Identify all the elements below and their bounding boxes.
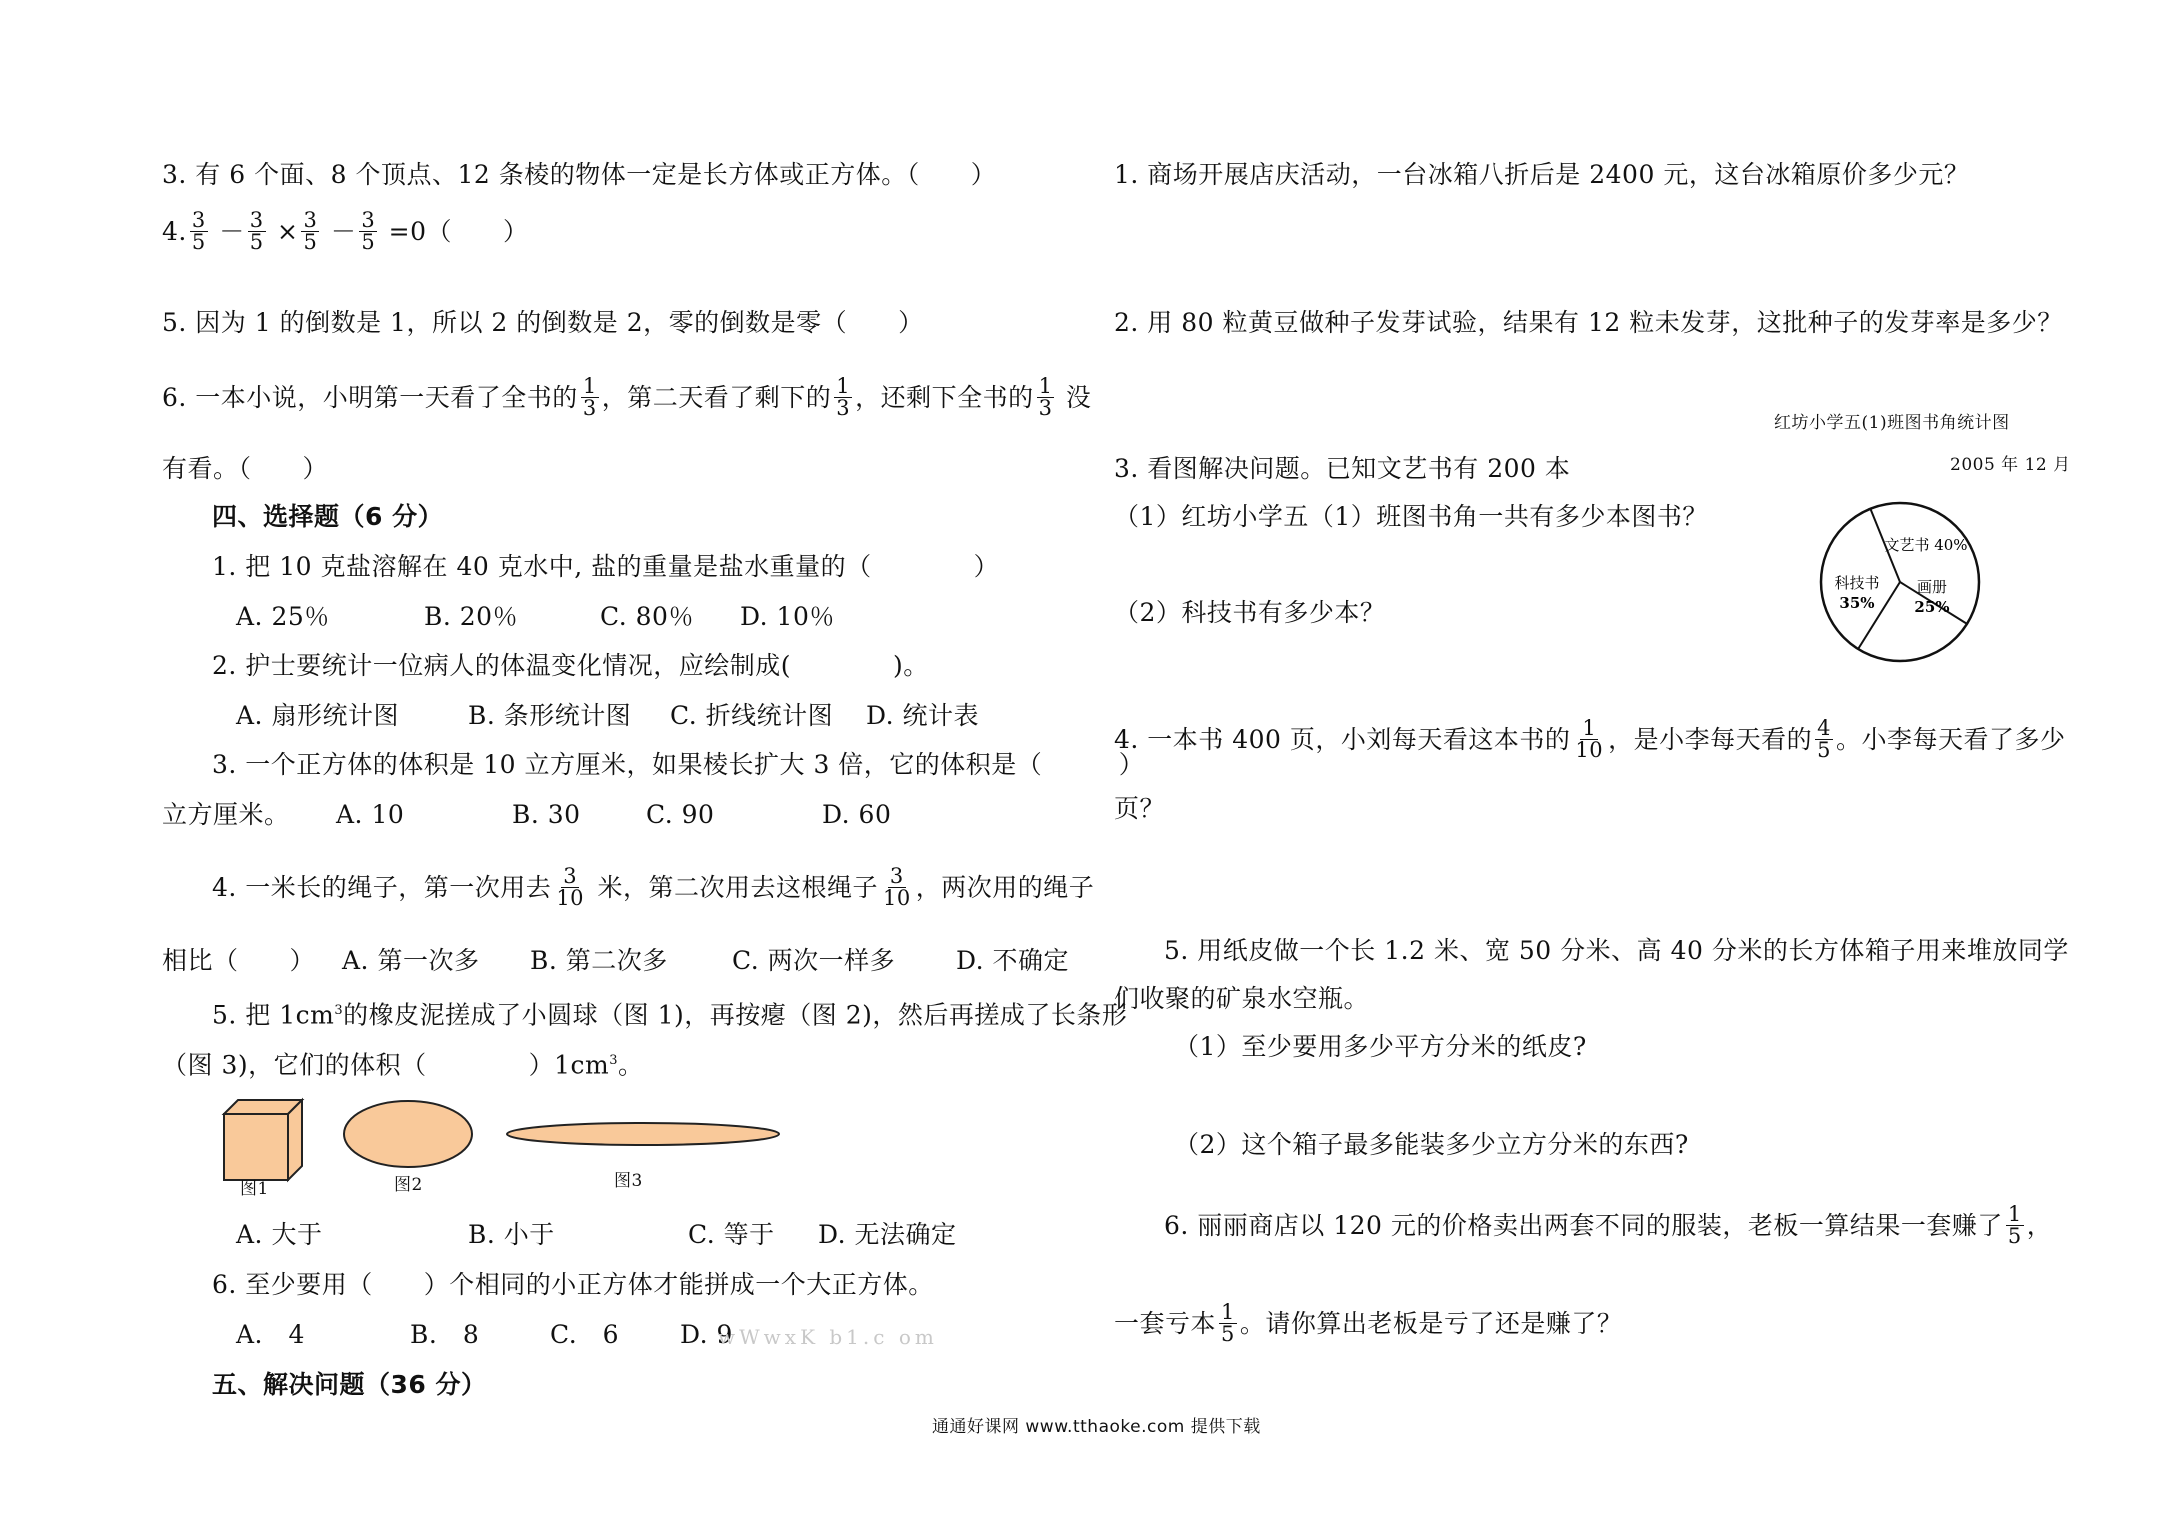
- judge-q4-suffix: =0（ ）: [388, 217, 529, 246]
- operator: －: [330, 217, 357, 246]
- judge-q4-prefix: 4.: [162, 217, 187, 246]
- solve-q6-line2: 一套亏本 $\frac{1}{5}$ 。请你算出老板是亏了还是赚了？: [1114, 1300, 1623, 1346]
- choice-q6-opt-b: B. 8: [410, 1320, 480, 1349]
- watermark: wWwxK b1.c om: [718, 1325, 938, 1349]
- fraction: $\frac{3}{10}$: [883, 864, 911, 910]
- judge-q6: 6. 一本小说，小明第一天看了全书的 $\frac{1}{3}$ ，第二天看了剩下的 $\frac{1}{3}$ ，还剩下全书的 $\frac{1}{3}$ 没: [162, 374, 1092, 420]
- choice-q5-line2: （图 3)，它们的体积（ ）$1cm^3$。: [162, 1050, 644, 1080]
- choice-q2-opt-a: A. 扇形统计图: [236, 701, 399, 730]
- choice-q3-opt-d: D. 60: [822, 800, 892, 829]
- choice-q1-opt-a: A. 25％: [236, 602, 330, 631]
- solve-q3: 3. 看图解决问题。已知文艺书有 200 本: [1114, 454, 1571, 483]
- operator: ×: [277, 217, 299, 246]
- choice-q4-opt-a: A. 第一次多: [342, 946, 480, 975]
- solve-q2: 2. 用 80 粒黄豆做种子发芽试验，结果有 12 粒未发芽，这批种子的发芽率是多少？: [1114, 308, 2063, 337]
- solve-q5-sub2: （2）这个箱子最多能装多少立方分米的东西?: [1174, 1130, 1689, 1159]
- pie-chart-title: 红坊小学五(1)班图书角统计图: [1774, 413, 2010, 433]
- choice-heading: 四、选择题（6 分）: [212, 502, 444, 531]
- fraction: $\frac{1}{3}$: [1038, 374, 1053, 420]
- slice-value-picture-books: 25%: [1914, 598, 1950, 616]
- book-corner-pie-chart: [1810, 492, 1990, 672]
- fraction: $\frac{1}{5}$: [2007, 1202, 2022, 1248]
- solve-q1: 1. 商场开展店庆活动，一台冰箱八折后是 2400 元，这台冰箱原价多少元？: [1114, 160, 1970, 189]
- long-strip-figure: [507, 1123, 779, 1145]
- choice-q3-opt-c: C. 90: [646, 800, 715, 829]
- slice-label-picture-books: 画册: [1916, 578, 1948, 596]
- solve-q5-sub1: （1）至少要用多少平方分米的纸皮?: [1174, 1032, 1587, 1061]
- choice-q1-opt-c: C. 80％: [600, 602, 694, 631]
- slice-label-science: 科技书: [1834, 574, 1880, 592]
- fraction: $\frac{3}{5}$: [191, 208, 206, 254]
- choice-q1: 1. 把 10 克盐溶解在 40 克水中, 盐的重量是盐水重量的（ ）: [212, 552, 1000, 581]
- choice-q6-opt-a: A. 4: [236, 1320, 305, 1349]
- fig-label-3: 图3: [614, 1171, 643, 1191]
- cube-figure: [224, 1100, 302, 1180]
- cube-exponent: 3: [334, 1003, 344, 1018]
- choice-q6-opt-c: C. 6: [550, 1320, 620, 1349]
- choice-q1-opt-d: D. 10％: [740, 602, 835, 631]
- choice-q2: 2. 护士要统计一位病人的体温变化情况，应绘制成( )。: [212, 651, 929, 680]
- choice-q4: 4. 一米长的绳子，第一次用去 $\frac{3}{10}$ 米，第二次用去这根绳子 $\frac{3}{10}$ ，两次用的绳子: [212, 864, 1095, 910]
- choice-q2-opt-d: D. 统计表: [866, 701, 980, 730]
- choice-q4-opt-c: C. 两次一样多: [732, 946, 896, 975]
- choice-q3-line2: 立方厘米。: [162, 800, 290, 829]
- clay-figures: [218, 1090, 798, 1210]
- fraction: $\frac{1}{10}$: [1575, 716, 1604, 762]
- choice-q4-line2: 相比（ ）: [162, 946, 316, 975]
- slice-label-literature: 文艺书 40%: [1884, 536, 1968, 554]
- choice-q6-opt-d: D. 9: [680, 1320, 733, 1349]
- choice-q2-opt-b: B. 条形统计图: [468, 701, 632, 730]
- fig-label-1: 图1: [240, 1179, 269, 1199]
- cube-exponent: 3: [609, 1053, 619, 1068]
- solve-q5: 5. 用纸皮做一个长 1.2 米、宽 50 分米、高 40 分米的长方体箱子用来堆放同学: [1164, 936, 2069, 965]
- choice-q3-opt-b: B. 30: [512, 800, 581, 829]
- solve-q3-sub1: （1）红坊小学五（1）班图书角一共有多少本图书？: [1114, 502, 1708, 531]
- fraction: $\frac{4}{5}$: [1817, 716, 1832, 762]
- fraction: $\frac{1}{3}$: [582, 374, 597, 420]
- operator: －: [219, 217, 245, 246]
- judge-q6-line2: 有看。（ ）: [162, 454, 329, 483]
- slice-value-science: 35%: [1839, 594, 1875, 612]
- choice-q2-opt-c: C. 折线统计图: [670, 701, 834, 730]
- solve-q4: 4. 一本书 400 页，小刘每天看这本书的 $\frac{1}{10}$ ，是小李每天看的 $\frac{4}{5}$ 。小李每天看了多少: [1114, 716, 2066, 762]
- choice-q5-opt-b: B. 小于: [468, 1220, 555, 1249]
- choice-q4-opt-b: B. 第二次多: [530, 946, 668, 975]
- solve-q5-line2: 们收聚的矿泉水空瓶。: [1114, 984, 1370, 1013]
- pie-chart-date: 2005 年 12 月: [1950, 455, 2071, 475]
- fraction: $\frac{3}{10}$: [556, 864, 585, 910]
- fraction: $\frac{1}{5}$: [1221, 1300, 1235, 1346]
- fraction: $\frac{3}{5}$: [303, 208, 318, 254]
- judge-q4: [162, 208, 529, 255]
- choice-q3: 3. 一个正方体的体积是 10 立方厘米，如果棱长扩大 3 倍，它的体积是（ ）: [212, 750, 1145, 779]
- fraction: $\frac{3}{5}$: [361, 208, 376, 254]
- flattened-ellipse-figure: [344, 1101, 472, 1167]
- choice-q6: 6. 至少要用（ ）个相同的小正方体才能拼成一个大正方体。: [212, 1270, 934, 1299]
- choice-q4-opt-d: D. 不确定: [956, 946, 1070, 975]
- fraction: $\frac{1}{3}$: [836, 374, 851, 420]
- choice-q5-opt-a: A. 大于: [236, 1220, 323, 1249]
- fig-label-2: 图2: [394, 1175, 423, 1195]
- solve-heading: 五、解决问题（36 分）: [212, 1370, 487, 1399]
- fraction: $\frac{3}{5}$: [249, 208, 264, 254]
- judge-q3: 3. 有 6 个面、8 个顶点、12 条棱的物体一定是长方体或正方体。（ ）: [162, 160, 997, 189]
- choice-q5-opt-c: C. 等于: [688, 1220, 775, 1249]
- choice-q3-opt-a: A. 10: [336, 800, 405, 829]
- solve-q3-sub2: （2）科技书有多少本？: [1114, 598, 1386, 627]
- footer-source: 通通好课网 www.tthaoke.com 提供下载: [932, 1417, 1261, 1437]
- solve-q6: 6. 丽丽商店以 120 元的价格卖出两套不同的服装，老板一算结果一套赚了 $\frac{1}{5}$ ，: [1164, 1202, 2053, 1248]
- choice-q5-opt-d: D. 无法确定: [818, 1220, 957, 1249]
- choice-q1-opt-b: B. 20％: [424, 602, 519, 631]
- solve-q4-line2: 页？: [1114, 794, 1166, 823]
- choice-q5: 5. 把 $1cm^3$的橡皮泥搓成了小圆球（图 1)，再按瘪（图 2)，然后再搓成了长条形: [212, 1000, 1128, 1030]
- judge-q5: 5. 因为 1 的倒数是 1，所以 2 的倒数是 2，零的倒数是零（ ）: [162, 308, 924, 337]
